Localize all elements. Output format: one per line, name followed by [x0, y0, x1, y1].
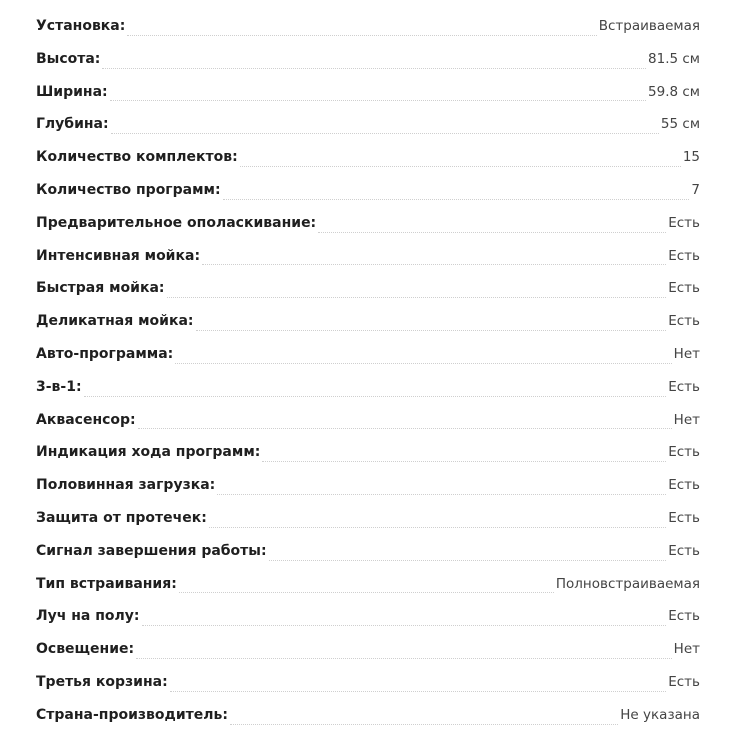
dotted-leader	[170, 691, 667, 692]
spec-value: 7	[691, 181, 700, 198]
spec-label: Освещение:	[36, 641, 135, 658]
spec-row	[36, 502, 700, 535]
spec-value: Полновстраиваемая	[555, 575, 700, 592]
spec-row	[36, 666, 700, 699]
spec-label: Высота:	[36, 50, 101, 67]
spec-label: Тип встраивания:	[36, 575, 177, 592]
dotted-leader	[179, 592, 554, 593]
spec-label: Деликатная мойка:	[36, 313, 194, 330]
spec-row	[36, 76, 700, 109]
spec-row	[36, 371, 700, 404]
dotted-leader	[318, 232, 666, 233]
dotted-leader	[209, 527, 666, 528]
spec-row	[36, 404, 700, 437]
dotted-leader	[217, 494, 666, 495]
spec-value: Есть	[668, 509, 700, 526]
spec-value: Есть	[668, 247, 700, 264]
spec-row	[36, 174, 700, 207]
dotted-leader	[262, 461, 666, 462]
spec-row	[36, 436, 700, 469]
spec-value: Встраиваемая	[598, 18, 700, 34]
spec-value: Есть	[668, 378, 700, 395]
spec-row	[36, 633, 700, 666]
spec-row	[36, 141, 700, 174]
spec-value: Есть	[668, 214, 700, 231]
spec-label: 3-в-1:	[36, 378, 82, 395]
spec-row	[36, 535, 700, 568]
dotted-leader	[127, 35, 596, 36]
spec-row	[36, 43, 700, 76]
spec-label: Быстрая мойка:	[36, 280, 165, 297]
spec-value: 15	[682, 149, 700, 166]
spec-row	[36, 699, 700, 732]
spec-value: Не указана	[620, 706, 700, 723]
spec-row	[36, 10, 700, 43]
dotted-leader	[175, 363, 671, 364]
dotted-leader	[223, 199, 690, 200]
spec-row	[36, 272, 700, 305]
spec-value: Есть	[668, 280, 700, 297]
spec-value: 59.8 см	[648, 83, 700, 100]
spec-value: Нет	[673, 411, 700, 428]
spec-value: Есть	[668, 608, 700, 625]
dotted-leader	[269, 560, 667, 561]
spec-label: Сигнал завершения работы:	[36, 542, 267, 559]
spec-label: Индикация хода программ:	[36, 444, 261, 461]
spec-row	[36, 108, 700, 141]
dotted-leader	[202, 264, 666, 265]
spec-value: Нет	[673, 641, 700, 658]
spec-row	[36, 240, 700, 273]
spec-row	[36, 568, 700, 601]
spec-label: Количество программ:	[36, 181, 221, 198]
spec-value: Есть	[668, 673, 700, 690]
spec-label: Луч на полу:	[36, 608, 140, 625]
spec-row	[36, 338, 700, 371]
spec-label: Ширина:	[36, 83, 108, 100]
spec-label: Половинная загрузка:	[36, 477, 216, 494]
dotted-leader	[84, 396, 667, 397]
dotted-leader	[167, 297, 667, 298]
spec-list	[36, 10, 700, 732]
spec-row	[36, 469, 700, 502]
spec-value: Есть	[668, 542, 700, 559]
dotted-leader	[138, 428, 672, 429]
dotted-leader	[136, 658, 672, 659]
spec-value: 55 см	[660, 116, 700, 133]
dotted-leader	[102, 68, 646, 69]
spec-label: Третья корзина:	[36, 673, 168, 690]
dotted-leader	[142, 625, 667, 626]
spec-value: Есть	[668, 477, 700, 494]
dotted-leader	[111, 133, 659, 134]
spec-value: Есть	[668, 313, 700, 330]
dotted-leader	[196, 330, 667, 331]
spec-row	[36, 600, 700, 633]
spec-label: Интенсивная мойка:	[36, 247, 201, 264]
spec-label: Защита от протечек:	[36, 509, 207, 526]
spec-label: Страна-производитель:	[36, 706, 228, 723]
spec-value: Есть	[668, 444, 700, 461]
dotted-leader	[110, 100, 646, 101]
spec-label: Аквасенсор:	[36, 411, 136, 428]
spec-value: Нет	[673, 345, 700, 362]
spec-row	[36, 305, 700, 338]
spec-value: 81.5 см	[648, 50, 700, 67]
dotted-leader	[230, 724, 618, 725]
spec-label: Установка:	[36, 18, 126, 34]
dotted-leader	[240, 166, 681, 167]
spec-label: Авто-программа:	[36, 345, 174, 362]
spec-label: Количество комплектов:	[36, 149, 238, 166]
spec-label: Предварительное ополаскивание:	[36, 214, 317, 231]
spec-row	[36, 207, 700, 240]
spec-label: Глубина:	[36, 116, 109, 133]
